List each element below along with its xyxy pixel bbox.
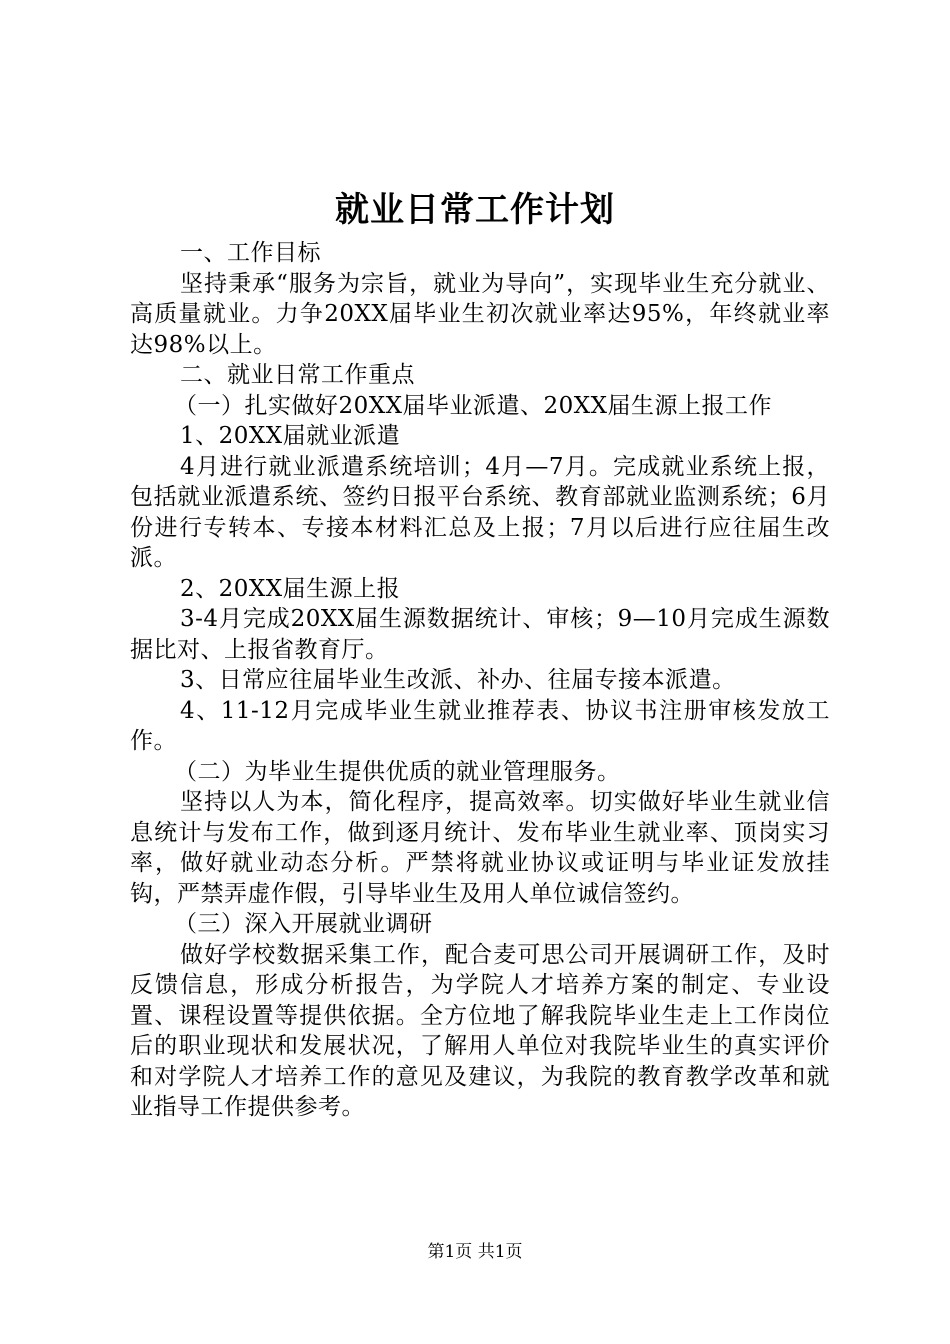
paragraph-service-detail: 坚持以人为本，简化程序，提高效率。切实做好毕业生就业信息统计与发布工作，做到逐月统计、发布毕业生就业率、顶岗实习率，做好就业动态分析。严禁将就业协议或证明与毕业证发放挂钩，严禁弄虚作假，引导毕业生及用人单位诚信签约。 — [130, 789, 830, 907]
document-title: 就业日常工作计划 — [335, 190, 615, 230]
paragraph-heading-goals: 一、工作目标 — [180, 240, 321, 266]
paragraph-subheading-2: （二）为毕业生提供优质的就业管理服务。 — [174, 758, 621, 785]
paragraph-subheading-3: （三）深入开展就业调研 — [174, 911, 433, 937]
document-body — [130, 238, 830, 1123]
paragraph-item-4: 4、11-12月完成毕业生就业推荐表、协议书注册审核发放工作。 — [130, 697, 830, 754]
paragraph-research-detail: 做好学校数据采集工作，配合麦可思公司开展调研工作，及时反馈信息，形成分析报告，为学院人才培养方案的制定、专业设置、课程设置等提供依据。全方位地了解我院毕业生走上工作岗位后的职业现状和发展状况，了解用人单位对我院毕业生的真实评价和对学院人才培养工作的意见及建议，为我院的教育教学改革和就业指导工作提供参考。 — [130, 941, 830, 1120]
paragraph-heading-key-work: 二、就业日常工作重点 — [180, 362, 415, 388]
paragraph-item-3: 3、日常应往届毕业生改派、补办、往届专接本派遣。 — [180, 667, 736, 693]
paragraph-goals: 坚持秉承“服务为宗旨，就业为导向”，实现毕业生充分就业、高质量就业。力争20XX届毕业生初次就业率达95%，年终就业率达98%以上。 — [130, 270, 830, 358]
paragraph-item-1-detail: 4月进行就业派遣系统培训；4月—7月。完成就业系统上报，包括就业派遣系统、签约日报平台系统、教育部就业监测系统；6月份进行专转本、专接本材料汇总及上报；7月以后进行应往届生改派。 — [130, 453, 830, 571]
paragraph-item-2: 2、20XX届生源上报 — [180, 575, 401, 602]
page-footer: 第1页 共1页 — [427, 1242, 523, 1262]
paragraph-item-2-detail: 3-4月完成20XX届生源数据统计、审核；9—10月完成生源数据比对、上报省教育厅。 — [130, 606, 830, 663]
paragraph-subheading-1: （一）扎实做好20XX届毕业派遣、20XX届生源上报工作 — [174, 392, 773, 419]
paragraph-item-1: 1、20XX届就业派遣 — [180, 423, 401, 449]
